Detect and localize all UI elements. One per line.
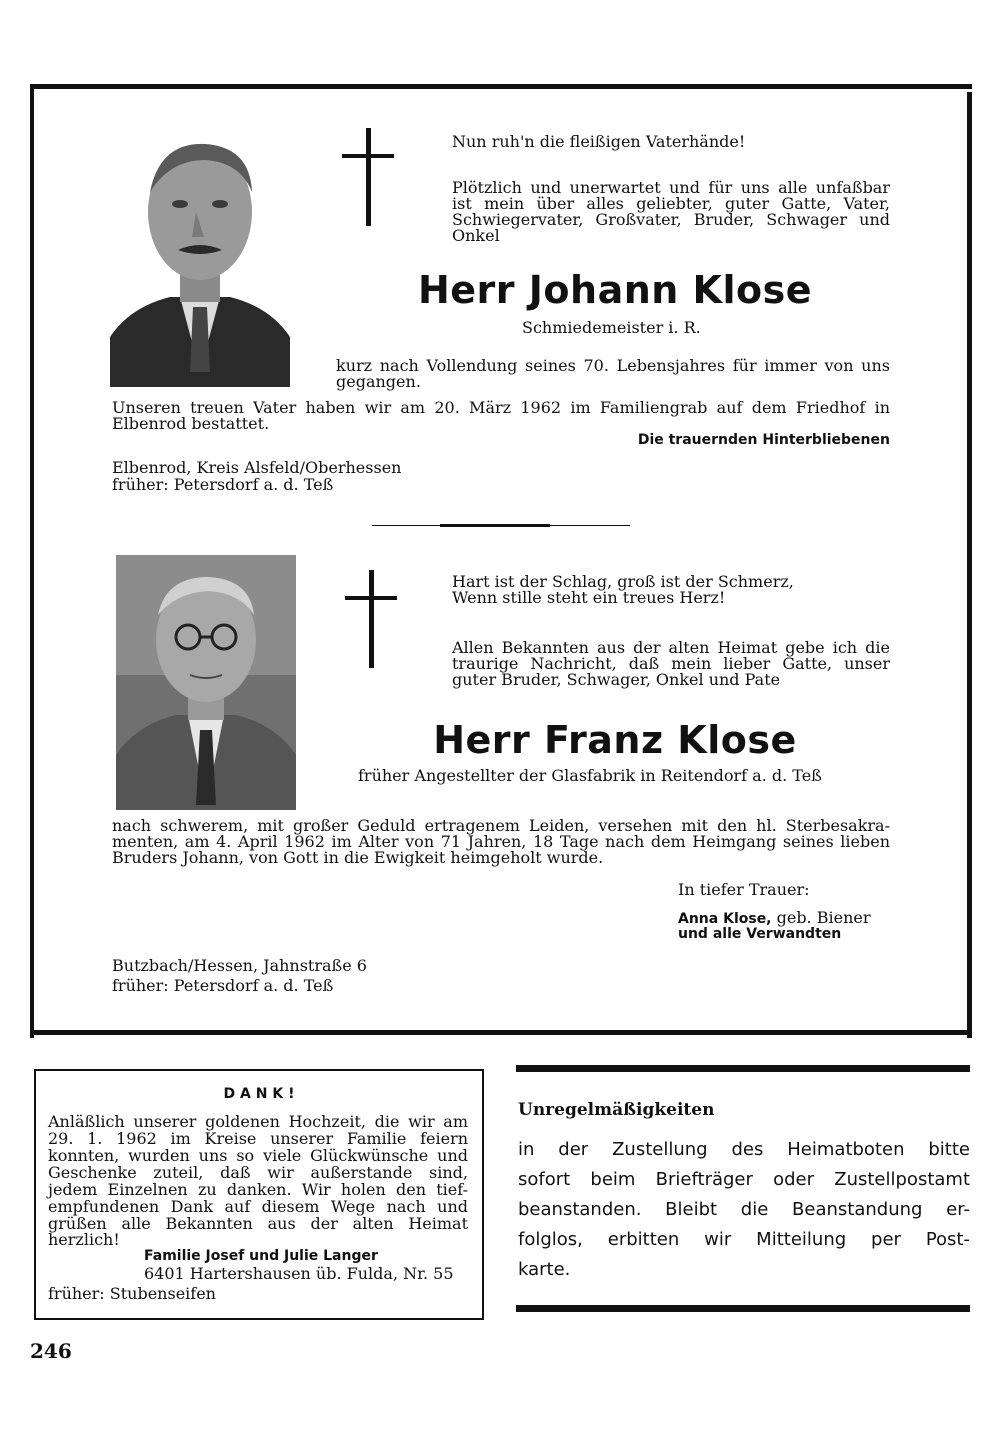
intro-line: Allen Bekannten aus der alten Heimat gebe ich die — [452, 638, 890, 657]
notice-top-bar — [516, 1065, 970, 1072]
former-address: früher: Petersdorf a. d. Teß — [112, 475, 334, 494]
thanks-box-left-border — [34, 1069, 36, 1320]
relatives: und alle Verwandten — [678, 926, 842, 942]
after-line: kurz nach Vollendung seines 70. Lebensjahres für immer von uns — [336, 356, 890, 375]
thanks-line: empfundenen Dank auf diesem Wege nach und — [48, 1197, 468, 1216]
separator-line-thick — [440, 524, 550, 527]
thanks-line: Anläßlich unserer goldenen Hochzeit, die wir am — [48, 1112, 468, 1131]
thanks-line: jedem Einzelnen zu danken. Wir holen den tief- — [48, 1180, 468, 1199]
frame-bottom-border — [30, 1030, 972, 1035]
intro-line: Schwiegervater, Großvater, Bruder, Schwager und — [452, 210, 890, 229]
verse-line: Hart ist der Schlag, groß ist der Schmerz, — [452, 572, 794, 591]
notice-line: folglos, erbitten wir Mitteilung per Post- — [518, 1229, 970, 1250]
notice-bottom-bar — [516, 1305, 970, 1312]
address: Elbenrod, Kreis Alsfeld/Oberhessen — [112, 458, 402, 477]
intro-line: guter Bruder, Schwager, Onkel und Pate — [452, 670, 781, 689]
body-line: Bruders Johann, von Gott in die Ewigkeit heimgeholt wurde. — [112, 848, 604, 867]
thanks-box-bottom-border — [34, 1318, 484, 1320]
intro-line: ist mein über alles geliebter, guter Gatte, Vater, — [452, 194, 890, 213]
thanks-box-right-border — [482, 1069, 484, 1320]
deceased-name: Herr Johann Klose — [417, 268, 813, 312]
mourning-label: In tiefer Trauer: — [678, 880, 810, 899]
frame-top-border — [30, 84, 972, 89]
thanks-former: früher: Stubenseifen — [48, 1284, 216, 1303]
thanks-family: Familie Josef und Julie Langer — [144, 1248, 378, 1264]
former-address: früher: Petersdorf a. d. Teß — [112, 976, 334, 995]
burial-line: Elbenrod bestattet. — [112, 414, 270, 433]
after-line: gegangen. — [336, 372, 421, 391]
notice-line: beanstanden. Bleibt die Beanstandung er- — [518, 1199, 970, 1220]
thanks-line: grüßen alle Bekannten aus der alten Heimat — [48, 1214, 468, 1233]
cross-icon — [342, 128, 394, 226]
thanks-title: D A N K ! — [223, 1086, 295, 1102]
frame-left-border — [30, 84, 34, 1038]
notice-line: sofort beim Briefträger oder Zustellpostamt — [518, 1169, 970, 1190]
intro-line: Plötzlich und unerwartet und für uns alle unfaßbar — [452, 178, 890, 197]
occupation: Schmiedemeister i. R. — [522, 318, 701, 337]
address: Butzbach/Hessen, Jahnstraße 6 — [112, 956, 367, 975]
verse-line: Wenn stille steht ein treues Herz! — [452, 588, 726, 607]
intro-line: Onkel — [452, 226, 500, 245]
widow-maiden-name: geb. Biener — [771, 908, 871, 927]
thanks-box-top-border — [34, 1069, 484, 1071]
thanks-line: herzlich! — [48, 1230, 120, 1249]
portrait-franz-klose — [116, 555, 296, 810]
body-line: nach schwerem, mit großer Geduld ertragenem Leiden, versehen mit den hl. Sterbesakra- — [112, 816, 890, 835]
widow-line — [678, 910, 871, 927]
thanks-line: konnten, wurden uns so viele Glückwünsche und — [48, 1146, 468, 1165]
body-line: menten, am 4. April 1962 im Alter von 71 Jahren, 18 Tage nach dem Heimgang seines lieben — [112, 832, 890, 851]
thanks-address: 6401 Hartershausen üb. Fulda, Nr. 55 — [144, 1264, 454, 1283]
portrait-johann-klose — [110, 132, 290, 387]
notice-heading: Unregelmäßigkeiten — [518, 1100, 715, 1120]
intro-line: traurige Nachricht, daß mein lieber Gatte, unser — [452, 654, 890, 673]
notice-line: karte. — [518, 1259, 571, 1280]
widow-name: Anna Klose, — [678, 911, 772, 927]
thanks-line: 29. 1. 1962 im Kreise unserer Familie feiern — [48, 1129, 468, 1148]
notice-line: in der Zustellung des Heimatboten bitte — [518, 1139, 970, 1160]
burial-line: Unseren treuen Vater haben wir am 20. März 1962 im Familiengrab auf dem Friedhof in — [112, 398, 890, 417]
page-number: 246 — [30, 1339, 72, 1363]
verse-line: Nun ruh'n die fleißigen Vaterhände! — [452, 132, 746, 151]
deceased-name: Herr Franz Klose — [433, 718, 797, 762]
occupation: früher Angestellter der Glasfabrik in Reitendorf a. d. Teß — [358, 766, 822, 785]
cross-icon — [345, 570, 397, 668]
signature: Die trauernden Hinterbliebenen — [637, 432, 890, 448]
frame-right-border — [967, 92, 972, 1038]
thanks-line: Geschenke zuteil, daß wir außerstande sind, — [48, 1163, 468, 1182]
